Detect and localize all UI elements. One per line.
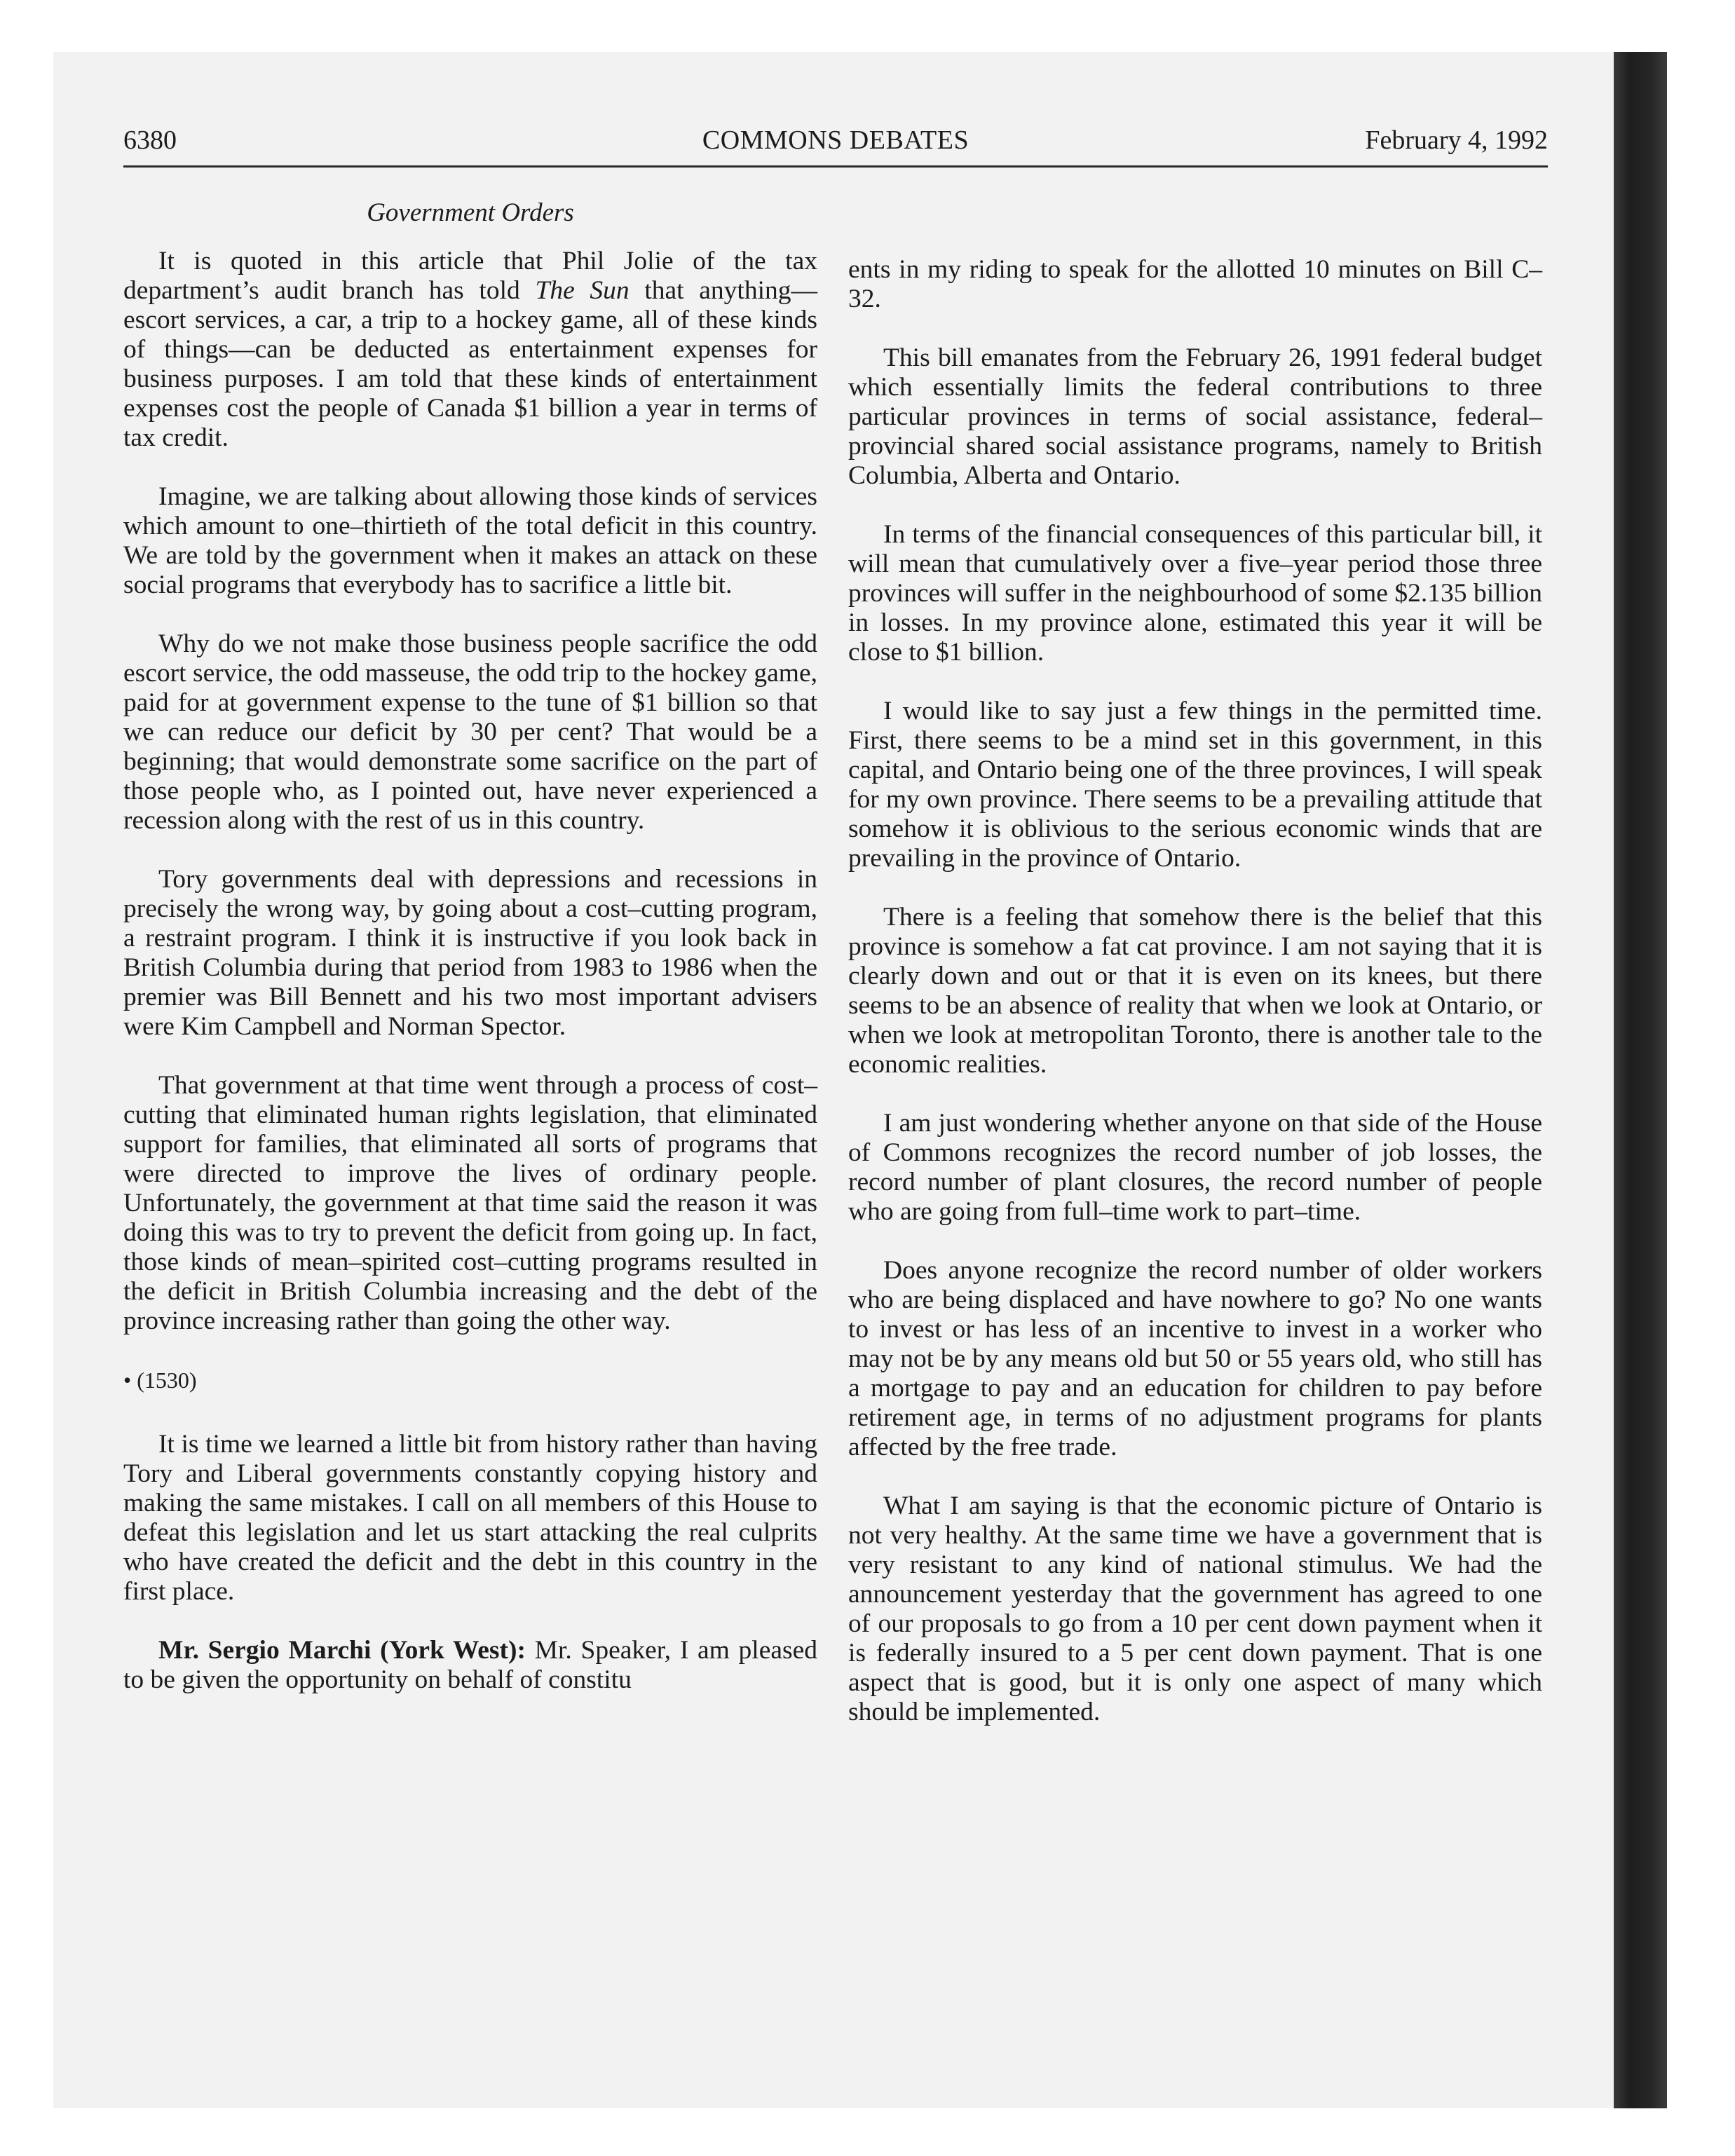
paragraph: This bill emanates from the February 26, 1991 federal budget which essentially limits the federal contributions to three particular provinces in terms of social assistance, federal–provincial shared social assistance programs, namely to British Columbia, Alberta and Ontario. <box>848 343 1542 490</box>
scan-shadow-edge <box>1614 52 1667 2108</box>
paragraph-continuation: ents in my riding to speak for the allotted 10 minutes on Bill C–32. <box>848 255 1542 313</box>
right-column <box>848 255 1542 1756</box>
newspaper-title: The Sun <box>535 276 630 305</box>
paragraph: Imagine, we are talking about allowing those kinds of services which amount to one–thirtieth of the total deficit in this country. We are told by the government when it makes an attack on these social programs that everybody has to sacrifice a little bit. <box>123 482 817 599</box>
publication-date: February 4, 1992 <box>1365 125 1548 155</box>
paragraph-text: Mr. Speaker, I am pleased to be given the opportunity on behalf of constitu <box>123 1636 817 1694</box>
header-rule <box>123 165 1548 168</box>
time-marker: • (1530) <box>123 1367 197 1393</box>
paragraph: Why do we not make those business people sacrifice the odd escort service, the odd masseuse, the odd trip to the hockey game, paid for at government expense to the tune of $1 billion so that we can reduce our deficit by 30 per cent? That would be a beginning; that would demonstrate some sacrifice on the part of those people who, as I pointed out, have never experienced a recession along with the rest of us in this country. <box>123 629 817 835</box>
paragraph: I would like to say just a few things in the permitted time. First, there seems to be a mind set in this government, in this capital, and Ontario being one of the three provinces, I will speak for my own province. There seems to be a prevailing attitude that somehow it is oblivious to the serious economic winds that are prevailing in the province of Ontario. <box>848 697 1542 873</box>
page-number: 6380 <box>123 125 177 155</box>
paragraph: Does anyone recognize the record number of older workers who are being displaced and have nowhere to go? No one wants to invest or has less of an incentive to invest in a worker who may not be by any means old but 50 or 55 years old, who still has a mortgage to pay and an education for children to pay before retirement age, in terms of no adjustment programs for plants affected by the free trade. <box>848 1256 1542 1461</box>
journal-title: COMMONS DEBATES <box>702 125 969 155</box>
paragraph: There is a feeling that somehow there is the belief that this province is somehow a fat cat province. I am not saying that it is clearly down and out or that it is even on its knees, but there seems to be an absence of reality that when we look at Ontario, or when we look at metropolitan Toronto, there is another tale to the economic realities. <box>848 903 1542 1079</box>
paragraph-text: It is quoted in this article that Phil Jolie of the tax department’s audit branch has told <box>123 247 817 305</box>
paragraph: What I am saying is that the economic picture of Ontario is not very healthy. At the same time we have a government that is very resistant to any kind of national stimulus. We had the announcement yesterday that the government has agreed to one of our proposals to go from a 10 per cent down payment when it is federally insured to a 5 per cent down payment. That is one aspect that is good, but it is only one aspect of many which should be implemented. <box>848 1492 1542 1726</box>
paragraph <box>123 247 817 453</box>
speech-intro <box>123 1636 817 1695</box>
speaker-name: Mr. Sergio Marchi (York West): <box>158 1636 526 1665</box>
paragraph: It is time we learned a little bit from history rather than having Tory and Liberal governments constantly copying history and making the same mistakes. I call on all members of this House to defeat this legislation and let us start attacking the real culprits who have created the deficit and the debt in this country in the first place. <box>123 1430 817 1606</box>
section-title: Government Orders <box>367 198 574 227</box>
paragraph-text: that anything— escort services, a car, a trip to a hockey game, all of these kinds of things—can be deducted as entertainment expenses for business purposes. I am told that these kinds of entertainment expenses cost the people of Canada $1 billion a year in terms of tax credit. <box>123 276 817 452</box>
paragraph: In terms of the financial consequences of this particular bill, it will mean that cumulatively over a five–year period those three provinces will suffer in the neighbourhood of some $2.135 billion in losses. In my province alone, estimated this year it will be close to $1 billion. <box>848 520 1542 667</box>
paragraph: That government at that time went through a process of cost–cutting that eliminated human rights legislation, that eliminated support for families, that eliminated all sorts of programs that were directed to improve the lives of ordinary people. Unfortunately, the government at that time said the reason it was doing this was to try to prevent the deficit from going up. In fact, those kinds of mean–spirited cost–cutting programs resulted in the deficit in British Columbia increasing and the debt of the province increasing rather than going the other way. <box>123 1071 817 1335</box>
page-header <box>123 125 1548 163</box>
left-column <box>123 247 817 1724</box>
paragraph: I am just wondering whether anyone on that side of the House of Commons recognizes the record number of job losses, the record number of plant closures, the record number of people who are going from full–time work to part–time. <box>848 1109 1542 1226</box>
paragraph: Tory governments deal with depressions and recessions in precisely the wrong way, by going about a cost–cutting program, a restraint program. I think it is instructive if you look back in British Columbia during that period from 1983 to 1986 when the premier was Bill Bennett and his two most important advisers were Kim Campbell and Norman Spector. <box>123 865 817 1041</box>
